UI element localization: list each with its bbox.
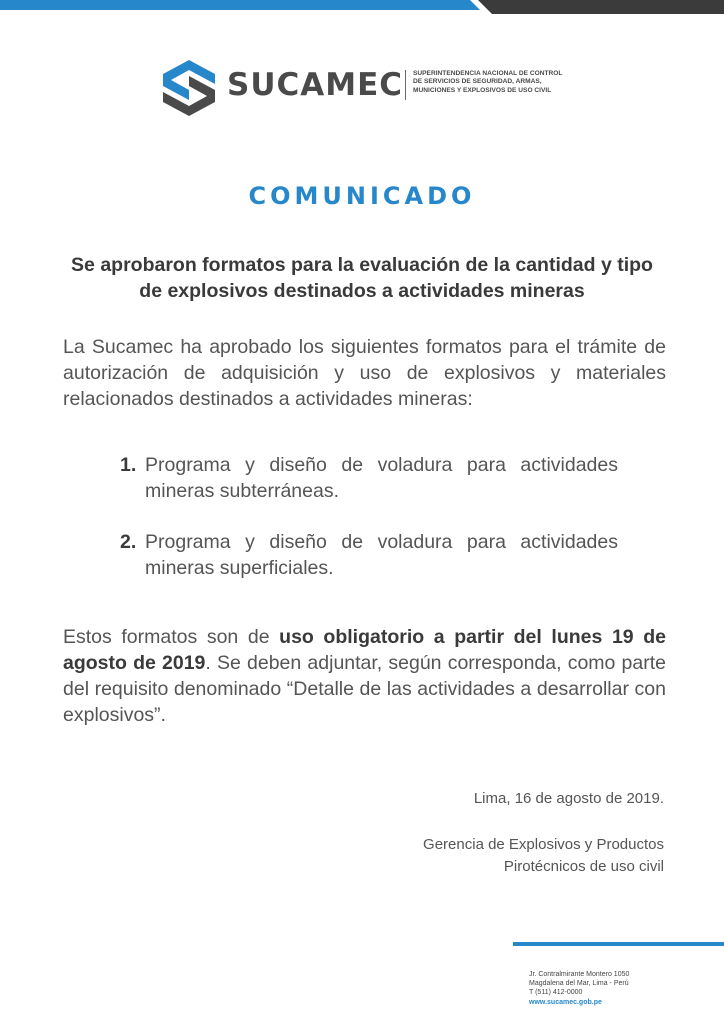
signature-line: Gerencia de Explosivos y Productos xyxy=(423,836,664,853)
intro-paragraph: La Sucamec ha aprobado los siguientes formatos para el trámite de autorización de adquisición y uso de explosivos y materiales relacionados destinados a actividades mineras: xyxy=(63,336,666,410)
list-number: 2. xyxy=(120,531,137,553)
list-item xyxy=(120,529,618,581)
logo-divider xyxy=(405,70,406,100)
page-title: COMUNICADO xyxy=(248,182,476,210)
document-date: Lima, 16 de agosto de 2019. xyxy=(473,790,664,807)
brand-subtitle-line: DE SERVICIOS DE SEGURIDAD, ARMAS, xyxy=(413,78,542,86)
footer-website-link[interactable]: www.sucamec.gob.pe xyxy=(529,998,602,1006)
brand-name: SUCAMEC xyxy=(227,67,404,103)
signature-block xyxy=(423,834,664,878)
footer-address-line: T (511) 412-0000 xyxy=(529,989,583,997)
closing-text: . Se deben adjuntar, según corresponda, como parte del requisito denominado “Detalle de las actividades a desarrollar con explosivos”. xyxy=(63,652,667,726)
closing-emphasis: uso obligatorio a partir del lunes 19 de agosto de 2019 xyxy=(63,626,666,674)
brand-subtitle xyxy=(413,70,573,95)
closing-paragraph xyxy=(63,624,666,728)
list-text: Programa y diseño de voladura para actividades mineras superficiales. xyxy=(145,531,618,579)
footer-address xyxy=(529,970,629,1007)
signature-line: Pirotécnicos de uso civil xyxy=(503,858,664,875)
footer-accent-line xyxy=(513,942,724,946)
closing-text: Estos formatos son de xyxy=(63,626,280,648)
brand-subtitle-line: MUNICIONES Y EXPLOSIVOS DE USO CIVIL xyxy=(413,86,552,94)
list-text: Programa y diseño de voladura para actividades mineras subterráneas. xyxy=(145,454,618,502)
document-subtitle: Se aprobaron formatos para la evaluación de la cantidad y tipo de explosivos destinados a actividades mineras xyxy=(71,254,653,302)
footer-address-line: Magdalena del Mar, Lima - Perú xyxy=(529,980,629,988)
sucamec-emblem-icon xyxy=(161,58,217,118)
brand-subtitle-line: SUPERINTENDENCIA NACIONAL DE CONTROL xyxy=(413,70,563,77)
top-accent-bar xyxy=(0,0,724,14)
list-item xyxy=(120,452,618,504)
footer xyxy=(513,942,724,1024)
list-number: 1. xyxy=(120,454,137,476)
footer-address-line: Jr. Contralmirante Montero 1050 xyxy=(529,971,630,978)
sucamec-logo xyxy=(161,58,561,118)
